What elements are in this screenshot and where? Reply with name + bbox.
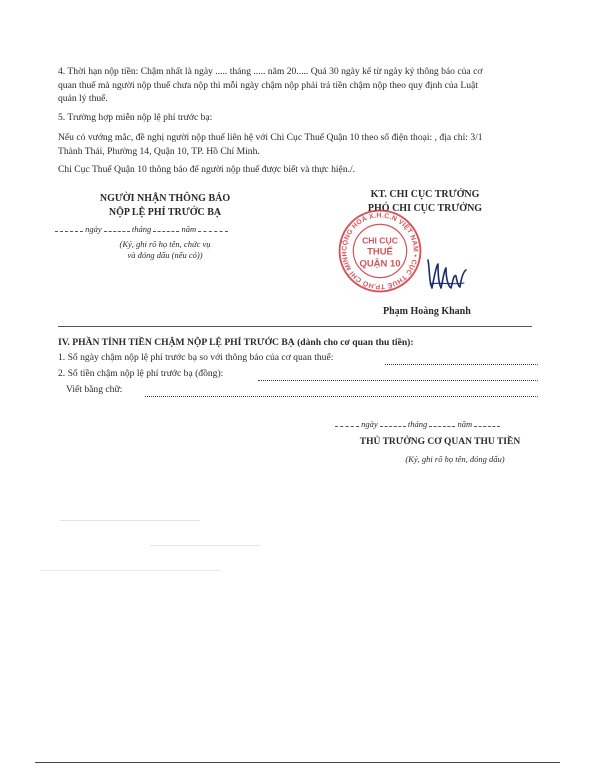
- contact-paragraph: [58, 131, 538, 158]
- receiver-title: [70, 192, 260, 219]
- stamp-center-2: THUẾ: [367, 246, 393, 258]
- receiver-title-1: NGƯỜI NHẬN THÔNG BÁO: [99, 193, 231, 204]
- authority-title-2: PHÓ CHI CỤC TRƯỞNG: [367, 202, 483, 214]
- section-iv-title-note: (dành cho cơ quan thu tiền):: [297, 337, 414, 348]
- section-iv-title-text: IV. PHẦN TÍNH TIỀN CHẬM NỘP LỆ PHÍ TRƯỚC BẠ: [58, 337, 295, 348]
- receiver-note-1: (Ký, ghi rõ họ tên, chức vụ: [119, 239, 211, 249]
- bleed-through-mark-2: [150, 545, 260, 554]
- contact-line-2: Thành Thái, Phường 14, Quận 10, TP. Hồ Chí Minh.: [58, 145, 260, 157]
- signer-name: Phạm Hoàng Khanh: [383, 306, 471, 317]
- section-5-exemption: 5. Trường hợp miễn nộp lệ phí trước bạ:: [58, 112, 213, 123]
- collector-head-title: THỦ TRƯỞNG CƠ QUAN THU TIỀN: [359, 437, 521, 447]
- section-4-deadline: [58, 65, 538, 106]
- collector-head-note: (Ký, ghi rõ họ tên, đóng dấu): [405, 454, 505, 464]
- words-fill-line[interactable]: [145, 396, 538, 397]
- receiver-note: [70, 239, 260, 261]
- section-iv-item-1: 1. Số ngày chậm nộp lệ phí trước bạ so với thông báo của cơ quan thuế:: [58, 352, 334, 363]
- section-divider: [58, 326, 532, 327]
- section-iv-title: [58, 336, 414, 350]
- official-stamp: [337, 208, 423, 294]
- handwritten-signature: [424, 254, 468, 294]
- stamp-center-3: QUẬN 10: [359, 258, 401, 270]
- stamp-ring-text: CỘNG HOÀ X.H.C.N VIỆT NAM • CỤC THUẾ TP.HỒ CHÍ MINH: [341, 212, 419, 290]
- contact-line-1: Nếu có vướng mắc, đề nghị người nộp thuế liên hệ với Chi Cục Thuế Quận 10 theo số điện thoại: , địa chỉ: 3/1: [58, 132, 483, 143]
- receiver-year-label: năm: [181, 224, 197, 234]
- item-2-fill-line[interactable]: [258, 380, 538, 381]
- receiver-month-label: tháng: [131, 224, 152, 234]
- authority-title-1: KT. CHI CỤC TRƯỞNG: [370, 189, 480, 200]
- receiver-title-2: NỘP LỆ PHÍ TRƯỚC BẠ: [108, 206, 222, 218]
- collector-year-label: năm: [457, 419, 473, 429]
- section-4-line-3: quản lý thuế.: [58, 93, 108, 105]
- receiver-day-label: ngày: [85, 224, 102, 234]
- notice-text: Chi Cục Thuế Quận 10 thông báo để người nộp thuế được biết và thực hiện./.: [58, 164, 356, 175]
- receiver-note-2: và đóng dấu (nếu có)): [127, 250, 203, 260]
- collector-date-line: [335, 418, 565, 432]
- page-bottom-rule: [35, 762, 560, 763]
- item-1-fill-line[interactable]: [385, 364, 538, 365]
- section-4-line-1: 4. Thời hạn nộp tiền: Chậm nhất là ngày ..... tháng ..... năm 20..... Quá 30 ngày kể từ ngày ký thông báo của cơ: [58, 66, 483, 77]
- receiver-date-line: [55, 223, 285, 237]
- section-iv-item-2: 2. Số tiền chậm nộp lệ phí trước bạ (đồng):: [58, 368, 224, 379]
- bleed-through-mark-3: [40, 570, 220, 579]
- section-iv-words-label: Viết bằng chữ:: [66, 384, 123, 395]
- collector-day-label: ngày: [361, 419, 378, 429]
- section-4-line-2: quan thuế mà người nộp thuế chưa nộp thì mỗi ngày chậm nộp phải trả tiền chậm nộp theo quy định của Luật: [58, 79, 478, 91]
- bleed-through-mark-1: [60, 520, 200, 529]
- stamp-center-1: CHI CỤC: [362, 235, 398, 246]
- collector-month-label: tháng: [407, 419, 428, 429]
